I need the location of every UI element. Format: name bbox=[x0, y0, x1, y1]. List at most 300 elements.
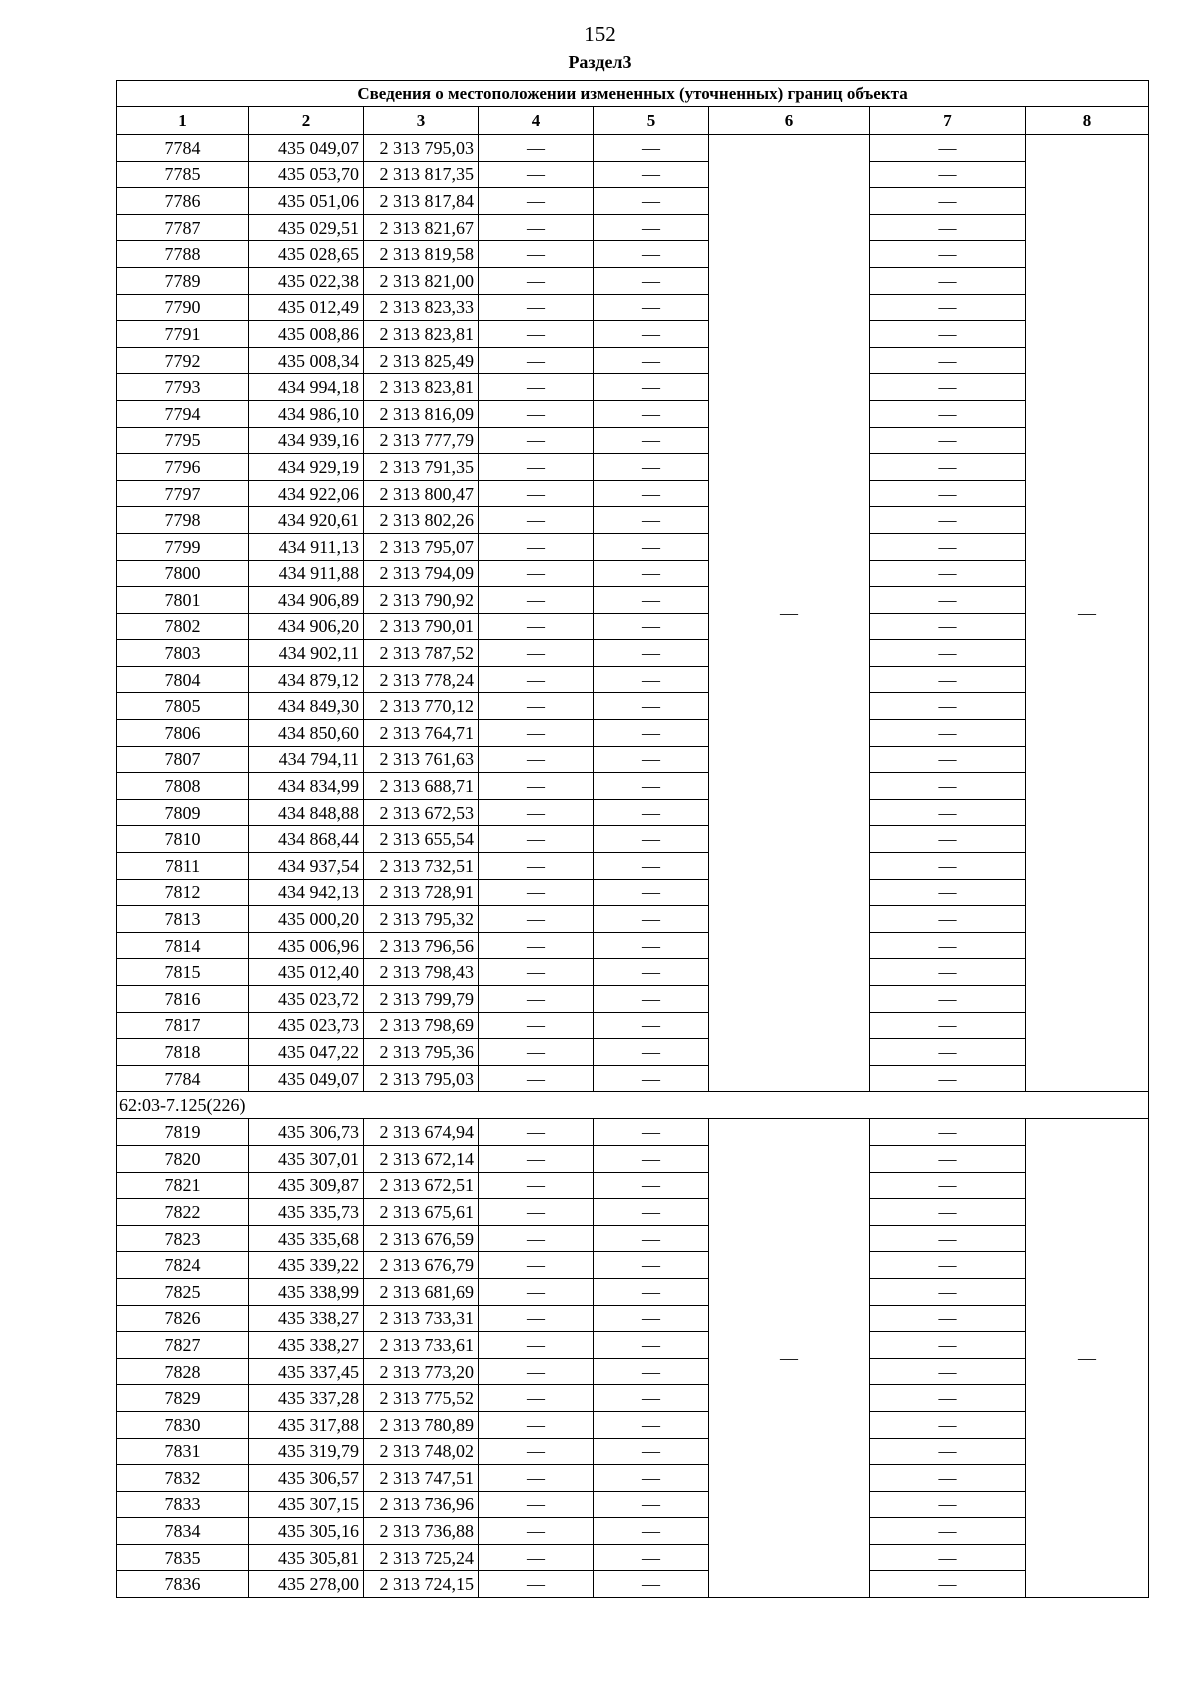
point-number-cell: 7833 bbox=[117, 1491, 249, 1518]
column-7-cell: — bbox=[870, 1358, 1026, 1385]
column-7-cell: — bbox=[870, 746, 1026, 773]
table-row bbox=[117, 613, 1149, 640]
x-coordinate-cell: 435 319,79 bbox=[249, 1438, 364, 1465]
column-5-cell: — bbox=[594, 135, 709, 162]
column-4-cell: — bbox=[479, 1199, 594, 1226]
point-number-cell: 7799 bbox=[117, 533, 249, 560]
column-4-cell: — bbox=[479, 720, 594, 747]
column-6-merged-cell: — bbox=[709, 1119, 870, 1598]
column-5-cell: — bbox=[594, 613, 709, 640]
point-number-cell: 7803 bbox=[117, 640, 249, 667]
table-caption: Сведения о местоположении измененных (уточненных) границ объекта bbox=[117, 81, 1149, 107]
column-7-cell: — bbox=[870, 560, 1026, 587]
column-4-cell: — bbox=[479, 1145, 594, 1172]
column-5-cell: — bbox=[594, 1518, 709, 1545]
y-coordinate-cell: 2 313 672,14 bbox=[364, 1145, 479, 1172]
column-5-cell: — bbox=[594, 241, 709, 268]
table-row bbox=[117, 906, 1149, 933]
point-number-cell: 7788 bbox=[117, 241, 249, 268]
column-7-cell: — bbox=[870, 587, 1026, 614]
column-4-cell: — bbox=[479, 374, 594, 401]
table-row bbox=[117, 1039, 1149, 1066]
column-5-cell: — bbox=[594, 587, 709, 614]
y-coordinate-cell: 2 313 819,58 bbox=[364, 241, 479, 268]
column-5-cell: — bbox=[594, 1012, 709, 1039]
column-5-cell: — bbox=[594, 1065, 709, 1092]
column-4-cell: — bbox=[479, 932, 594, 959]
column-5-cell: — bbox=[594, 1491, 709, 1518]
table-row bbox=[117, 1145, 1149, 1172]
x-coordinate-cell: 435 317,88 bbox=[249, 1411, 364, 1438]
x-coordinate-cell: 435 305,81 bbox=[249, 1544, 364, 1571]
table-row bbox=[117, 932, 1149, 959]
column-4-cell: — bbox=[479, 294, 594, 321]
point-number-cell: 7795 bbox=[117, 427, 249, 454]
table-row bbox=[117, 959, 1149, 986]
column-5-cell: — bbox=[594, 507, 709, 534]
table-row bbox=[117, 693, 1149, 720]
point-number-cell: 7826 bbox=[117, 1305, 249, 1332]
group-label: 62:03-7.125(226) bbox=[117, 1092, 1149, 1119]
point-number-cell: 7797 bbox=[117, 480, 249, 507]
column-5-cell: — bbox=[594, 640, 709, 667]
column-8-merged-cell: — bbox=[1026, 135, 1149, 1092]
y-coordinate-cell: 2 313 733,31 bbox=[364, 1305, 479, 1332]
column-4-cell: — bbox=[479, 1571, 594, 1598]
x-coordinate-cell: 434 920,61 bbox=[249, 507, 364, 534]
x-coordinate-cell: 435 309,87 bbox=[249, 1172, 364, 1199]
y-coordinate-cell: 2 313 798,43 bbox=[364, 959, 479, 986]
y-coordinate-cell: 2 313 770,12 bbox=[364, 693, 479, 720]
table-row bbox=[117, 321, 1149, 348]
page-number: 152 bbox=[584, 22, 616, 46]
table-row bbox=[117, 507, 1149, 534]
column-header: 4 bbox=[479, 107, 594, 135]
column-4-cell: — bbox=[479, 746, 594, 773]
table-row bbox=[117, 1119, 1149, 1146]
x-coordinate-cell: 435 337,45 bbox=[249, 1358, 364, 1385]
x-coordinate-cell: 434 986,10 bbox=[249, 400, 364, 427]
column-5-cell: — bbox=[594, 1332, 709, 1359]
column-4-cell: — bbox=[479, 1518, 594, 1545]
table-row bbox=[117, 1305, 1149, 1332]
y-coordinate-cell: 2 313 790,01 bbox=[364, 613, 479, 640]
y-coordinate-cell: 2 313 732,51 bbox=[364, 853, 479, 880]
table-row bbox=[117, 1491, 1149, 1518]
y-coordinate-cell: 2 313 681,69 bbox=[364, 1278, 479, 1305]
column-5-cell: — bbox=[594, 693, 709, 720]
x-coordinate-cell: 434 902,11 bbox=[249, 640, 364, 667]
y-coordinate-cell: 2 313 780,89 bbox=[364, 1411, 479, 1438]
point-number-cell: 7811 bbox=[117, 853, 249, 880]
table-row bbox=[117, 986, 1149, 1013]
column-4-cell: — bbox=[479, 1039, 594, 1066]
column-7-cell: — bbox=[870, 347, 1026, 374]
point-number-cell: 7828 bbox=[117, 1358, 249, 1385]
point-number-cell: 7787 bbox=[117, 214, 249, 241]
column-5-cell: — bbox=[594, 427, 709, 454]
table-caption-row bbox=[117, 81, 1149, 107]
point-number-cell: 7812 bbox=[117, 879, 249, 906]
table-row bbox=[117, 347, 1149, 374]
y-coordinate-cell: 2 313 672,51 bbox=[364, 1172, 479, 1199]
table-row bbox=[117, 1065, 1149, 1092]
column-7-cell: — bbox=[870, 188, 1026, 215]
column-7-cell: — bbox=[870, 321, 1026, 348]
column-4-cell: — bbox=[479, 161, 594, 188]
x-coordinate-cell: 434 834,99 bbox=[249, 773, 364, 800]
x-coordinate-cell: 435 307,01 bbox=[249, 1145, 364, 1172]
column-7-cell: — bbox=[870, 1172, 1026, 1199]
x-coordinate-cell: 435 305,16 bbox=[249, 1518, 364, 1545]
x-coordinate-cell: 434 922,06 bbox=[249, 480, 364, 507]
column-6-merged-cell: — bbox=[709, 135, 870, 1092]
column-4-cell: — bbox=[479, 879, 594, 906]
column-7-cell: — bbox=[870, 1012, 1026, 1039]
column-4-cell: — bbox=[479, 613, 594, 640]
point-number-cell: 7790 bbox=[117, 294, 249, 321]
column-7-cell: — bbox=[870, 1465, 1026, 1492]
point-number-cell: 7827 bbox=[117, 1332, 249, 1359]
y-coordinate-cell: 2 313 773,20 bbox=[364, 1358, 479, 1385]
column-4-cell: — bbox=[479, 454, 594, 481]
column-5-cell: — bbox=[594, 1145, 709, 1172]
column-4-cell: — bbox=[479, 640, 594, 667]
x-coordinate-cell: 435 306,57 bbox=[249, 1465, 364, 1492]
point-number-cell: 7823 bbox=[117, 1225, 249, 1252]
x-coordinate-cell: 435 023,72 bbox=[249, 986, 364, 1013]
column-4-cell: — bbox=[479, 1012, 594, 1039]
column-5-cell: — bbox=[594, 853, 709, 880]
point-number-cell: 7824 bbox=[117, 1252, 249, 1279]
x-coordinate-cell: 435 028,65 bbox=[249, 241, 364, 268]
column-4-cell: — bbox=[479, 321, 594, 348]
column-5-cell: — bbox=[594, 560, 709, 587]
column-7-cell: — bbox=[870, 640, 1026, 667]
column-4-cell: — bbox=[479, 1305, 594, 1332]
point-number-cell: 7785 bbox=[117, 161, 249, 188]
section-title: Раздел3 bbox=[568, 52, 632, 72]
column-header: 1 bbox=[117, 107, 249, 135]
y-coordinate-cell: 2 313 817,84 bbox=[364, 188, 479, 215]
table-row bbox=[117, 773, 1149, 800]
table-row bbox=[117, 188, 1149, 215]
x-coordinate-cell: 434 906,89 bbox=[249, 587, 364, 614]
y-coordinate-cell: 2 313 725,24 bbox=[364, 1544, 479, 1571]
y-coordinate-cell: 2 313 736,88 bbox=[364, 1518, 479, 1545]
x-coordinate-cell: 435 047,22 bbox=[249, 1039, 364, 1066]
y-coordinate-cell: 2 313 790,92 bbox=[364, 587, 479, 614]
column-7-cell: — bbox=[870, 427, 1026, 454]
column-7-cell: — bbox=[870, 241, 1026, 268]
x-coordinate-cell: 435 338,27 bbox=[249, 1305, 364, 1332]
table-row bbox=[117, 1544, 1149, 1571]
column-7-cell: — bbox=[870, 799, 1026, 826]
point-number-cell: 7807 bbox=[117, 746, 249, 773]
point-number-cell: 7793 bbox=[117, 374, 249, 401]
column-7-cell: — bbox=[870, 214, 1026, 241]
column-4-cell: — bbox=[479, 1065, 594, 1092]
column-5-cell: — bbox=[594, 480, 709, 507]
table-row bbox=[117, 374, 1149, 401]
point-number-cell: 7791 bbox=[117, 321, 249, 348]
y-coordinate-cell: 2 313 748,02 bbox=[364, 1438, 479, 1465]
y-coordinate-cell: 2 313 796,56 bbox=[364, 932, 479, 959]
y-coordinate-cell: 2 313 795,03 bbox=[364, 1065, 479, 1092]
column-4-cell: — bbox=[479, 267, 594, 294]
x-coordinate-cell: 435 012,49 bbox=[249, 294, 364, 321]
column-5-cell: — bbox=[594, 1119, 709, 1146]
table-row bbox=[117, 666, 1149, 693]
column-4-cell: — bbox=[479, 427, 594, 454]
y-coordinate-cell: 2 313 825,49 bbox=[364, 347, 479, 374]
column-5-cell: — bbox=[594, 1172, 709, 1199]
table-row bbox=[117, 1199, 1149, 1226]
table-row bbox=[117, 746, 1149, 773]
column-5-cell: — bbox=[594, 1571, 709, 1598]
point-number-cell: 7802 bbox=[117, 613, 249, 640]
column-5-cell: — bbox=[594, 906, 709, 933]
x-coordinate-cell: 434 937,54 bbox=[249, 853, 364, 880]
column-7-cell: — bbox=[870, 1199, 1026, 1226]
column-5-cell: — bbox=[594, 932, 709, 959]
column-4-cell: — bbox=[479, 1252, 594, 1279]
table-row bbox=[117, 1465, 1149, 1492]
column-5-cell: — bbox=[594, 666, 709, 693]
point-number-cell: 7792 bbox=[117, 347, 249, 374]
column-7-cell: — bbox=[870, 1544, 1026, 1571]
table-row bbox=[117, 1252, 1149, 1279]
point-number-cell: 7814 bbox=[117, 932, 249, 959]
column-5-cell: — bbox=[594, 1039, 709, 1066]
x-coordinate-cell: 435 022,38 bbox=[249, 267, 364, 294]
column-5-cell: — bbox=[594, 826, 709, 853]
x-coordinate-cell: 435 337,28 bbox=[249, 1385, 364, 1412]
x-coordinate-cell: 435 008,34 bbox=[249, 347, 364, 374]
table-row bbox=[117, 1225, 1149, 1252]
y-coordinate-cell: 2 313 817,35 bbox=[364, 161, 479, 188]
y-coordinate-cell: 2 313 795,32 bbox=[364, 906, 479, 933]
table-row bbox=[117, 294, 1149, 321]
x-coordinate-cell: 435 338,27 bbox=[249, 1332, 364, 1359]
column-7-cell: — bbox=[870, 1305, 1026, 1332]
point-number-cell: 7796 bbox=[117, 454, 249, 481]
column-4-cell: — bbox=[479, 1385, 594, 1412]
column-4-cell: — bbox=[479, 1491, 594, 1518]
column-7-cell: — bbox=[870, 1571, 1026, 1598]
point-number-cell: 7816 bbox=[117, 986, 249, 1013]
x-coordinate-cell: 435 278,00 bbox=[249, 1571, 364, 1598]
column-4-cell: — bbox=[479, 480, 594, 507]
column-7-cell: — bbox=[870, 986, 1026, 1013]
column-5-cell: — bbox=[594, 267, 709, 294]
y-coordinate-cell: 2 313 674,94 bbox=[364, 1119, 479, 1146]
y-coordinate-cell: 2 313 736,96 bbox=[364, 1491, 479, 1518]
column-5-cell: — bbox=[594, 188, 709, 215]
column-4-cell: — bbox=[479, 773, 594, 800]
column-5-cell: — bbox=[594, 400, 709, 427]
column-5-cell: — bbox=[594, 1252, 709, 1279]
table-row bbox=[117, 267, 1149, 294]
point-number-cell: 7809 bbox=[117, 799, 249, 826]
table-row bbox=[117, 799, 1149, 826]
column-5-cell: — bbox=[594, 773, 709, 800]
column-4-cell: — bbox=[479, 1225, 594, 1252]
column-4-cell: — bbox=[479, 241, 594, 268]
y-coordinate-cell: 2 313 676,59 bbox=[364, 1225, 479, 1252]
x-coordinate-cell: 435 029,51 bbox=[249, 214, 364, 241]
point-number-cell: 7800 bbox=[117, 560, 249, 587]
column-4-cell: — bbox=[479, 826, 594, 853]
x-coordinate-cell: 434 848,88 bbox=[249, 799, 364, 826]
table-row bbox=[117, 400, 1149, 427]
group-header-row bbox=[117, 1092, 1149, 1119]
y-coordinate-cell: 2 313 675,61 bbox=[364, 1199, 479, 1226]
y-coordinate-cell: 2 313 777,79 bbox=[364, 427, 479, 454]
table-row bbox=[117, 533, 1149, 560]
x-coordinate-cell: 435 339,22 bbox=[249, 1252, 364, 1279]
x-coordinate-cell: 434 794,11 bbox=[249, 746, 364, 773]
column-7-cell: — bbox=[870, 720, 1026, 747]
point-number-cell: 7817 bbox=[117, 1012, 249, 1039]
column-7-cell: — bbox=[870, 959, 1026, 986]
table-row bbox=[117, 480, 1149, 507]
x-coordinate-cell: 435 049,07 bbox=[249, 1065, 364, 1092]
point-number-cell: 7835 bbox=[117, 1544, 249, 1571]
column-5-cell: — bbox=[594, 879, 709, 906]
column-7-cell: — bbox=[870, 1065, 1026, 1092]
column-7-cell: — bbox=[870, 161, 1026, 188]
column-7-cell: — bbox=[870, 879, 1026, 906]
column-4-cell: — bbox=[479, 799, 594, 826]
column-4-cell: — bbox=[479, 400, 594, 427]
table-row bbox=[117, 1332, 1149, 1359]
y-coordinate-cell: 2 313 676,79 bbox=[364, 1252, 479, 1279]
x-coordinate-cell: 434 911,13 bbox=[249, 533, 364, 560]
table-row bbox=[117, 1518, 1149, 1545]
column-7-cell: — bbox=[870, 135, 1026, 162]
table-row bbox=[117, 454, 1149, 481]
point-number-cell: 7836 bbox=[117, 1571, 249, 1598]
column-7-cell: — bbox=[870, 1332, 1026, 1359]
y-coordinate-cell: 2 313 761,63 bbox=[364, 746, 479, 773]
column-header-row bbox=[117, 107, 1149, 135]
column-header: 3 bbox=[364, 107, 479, 135]
column-4-cell: — bbox=[479, 1119, 594, 1146]
column-4-cell: — bbox=[479, 214, 594, 241]
y-coordinate-cell: 2 313 778,24 bbox=[364, 666, 479, 693]
y-coordinate-cell: 2 313 821,67 bbox=[364, 214, 479, 241]
y-coordinate-cell: 2 313 787,52 bbox=[364, 640, 479, 667]
x-coordinate-cell: 434 850,60 bbox=[249, 720, 364, 747]
column-7-cell: — bbox=[870, 1491, 1026, 1518]
column-7-cell: — bbox=[870, 1278, 1026, 1305]
column-4-cell: — bbox=[479, 1358, 594, 1385]
column-7-cell: — bbox=[870, 507, 1026, 534]
column-4-cell: — bbox=[479, 507, 594, 534]
point-number-cell: 7806 bbox=[117, 720, 249, 747]
point-number-cell: 7798 bbox=[117, 507, 249, 534]
point-number-cell: 7818 bbox=[117, 1039, 249, 1066]
column-7-cell: — bbox=[870, 1252, 1026, 1279]
y-coordinate-cell: 2 313 802,26 bbox=[364, 507, 479, 534]
column-4-cell: — bbox=[479, 693, 594, 720]
point-number-cell: 7789 bbox=[117, 267, 249, 294]
column-5-cell: — bbox=[594, 959, 709, 986]
x-coordinate-cell: 434 939,16 bbox=[249, 427, 364, 454]
column-5-cell: — bbox=[594, 720, 709, 747]
point-number-cell: 7808 bbox=[117, 773, 249, 800]
column-7-cell: — bbox=[870, 693, 1026, 720]
column-4-cell: — bbox=[479, 135, 594, 162]
y-coordinate-cell: 2 313 823,81 bbox=[364, 374, 479, 401]
column-header: 5 bbox=[594, 107, 709, 135]
column-5-cell: — bbox=[594, 1305, 709, 1332]
table-row bbox=[117, 135, 1149, 162]
y-coordinate-cell: 2 313 795,07 bbox=[364, 533, 479, 560]
y-coordinate-cell: 2 313 798,69 bbox=[364, 1012, 479, 1039]
table-row bbox=[117, 427, 1149, 454]
y-coordinate-cell: 2 313 775,52 bbox=[364, 1385, 479, 1412]
point-number-cell: 7813 bbox=[117, 906, 249, 933]
column-5-cell: — bbox=[594, 746, 709, 773]
point-number-cell: 7784 bbox=[117, 135, 249, 162]
x-coordinate-cell: 434 879,12 bbox=[249, 666, 364, 693]
column-4-cell: — bbox=[479, 853, 594, 880]
point-number-cell: 7794 bbox=[117, 400, 249, 427]
column-4-cell: — bbox=[479, 347, 594, 374]
table-row bbox=[117, 214, 1149, 241]
table-row bbox=[117, 1438, 1149, 1465]
column-header: 7 bbox=[870, 107, 1026, 135]
x-coordinate-cell: 435 023,73 bbox=[249, 1012, 364, 1039]
column-7-cell: — bbox=[870, 294, 1026, 321]
column-7-cell: — bbox=[870, 1385, 1026, 1412]
table-row bbox=[117, 1012, 1149, 1039]
column-5-cell: — bbox=[594, 533, 709, 560]
column-7-cell: — bbox=[870, 1518, 1026, 1545]
column-5-cell: — bbox=[594, 1385, 709, 1412]
x-coordinate-cell: 434 911,88 bbox=[249, 560, 364, 587]
table-row bbox=[117, 1411, 1149, 1438]
column-4-cell: — bbox=[479, 188, 594, 215]
y-coordinate-cell: 2 313 823,33 bbox=[364, 294, 479, 321]
table-row bbox=[117, 241, 1149, 268]
point-number-cell: 7805 bbox=[117, 693, 249, 720]
x-coordinate-cell: 435 053,70 bbox=[249, 161, 364, 188]
column-5-cell: — bbox=[594, 1278, 709, 1305]
x-coordinate-cell: 435 006,96 bbox=[249, 932, 364, 959]
column-5-cell: — bbox=[594, 347, 709, 374]
column-4-cell: — bbox=[479, 1438, 594, 1465]
column-7-cell: — bbox=[870, 267, 1026, 294]
x-coordinate-cell: 435 012,40 bbox=[249, 959, 364, 986]
point-number-cell: 7819 bbox=[117, 1119, 249, 1146]
column-5-cell: — bbox=[594, 1411, 709, 1438]
y-coordinate-cell: 2 313 655,54 bbox=[364, 826, 479, 853]
y-coordinate-cell: 2 313 672,53 bbox=[364, 799, 479, 826]
x-coordinate-cell: 434 942,13 bbox=[249, 879, 364, 906]
table-row bbox=[117, 826, 1149, 853]
column-7-cell: — bbox=[870, 1119, 1026, 1146]
point-number-cell: 7830 bbox=[117, 1411, 249, 1438]
y-coordinate-cell: 2 313 733,61 bbox=[364, 1332, 479, 1359]
y-coordinate-cell: 2 313 688,71 bbox=[364, 773, 479, 800]
column-4-cell: — bbox=[479, 1411, 594, 1438]
table-row bbox=[117, 1278, 1149, 1305]
table-row bbox=[117, 1358, 1149, 1385]
column-4-cell: — bbox=[479, 1172, 594, 1199]
